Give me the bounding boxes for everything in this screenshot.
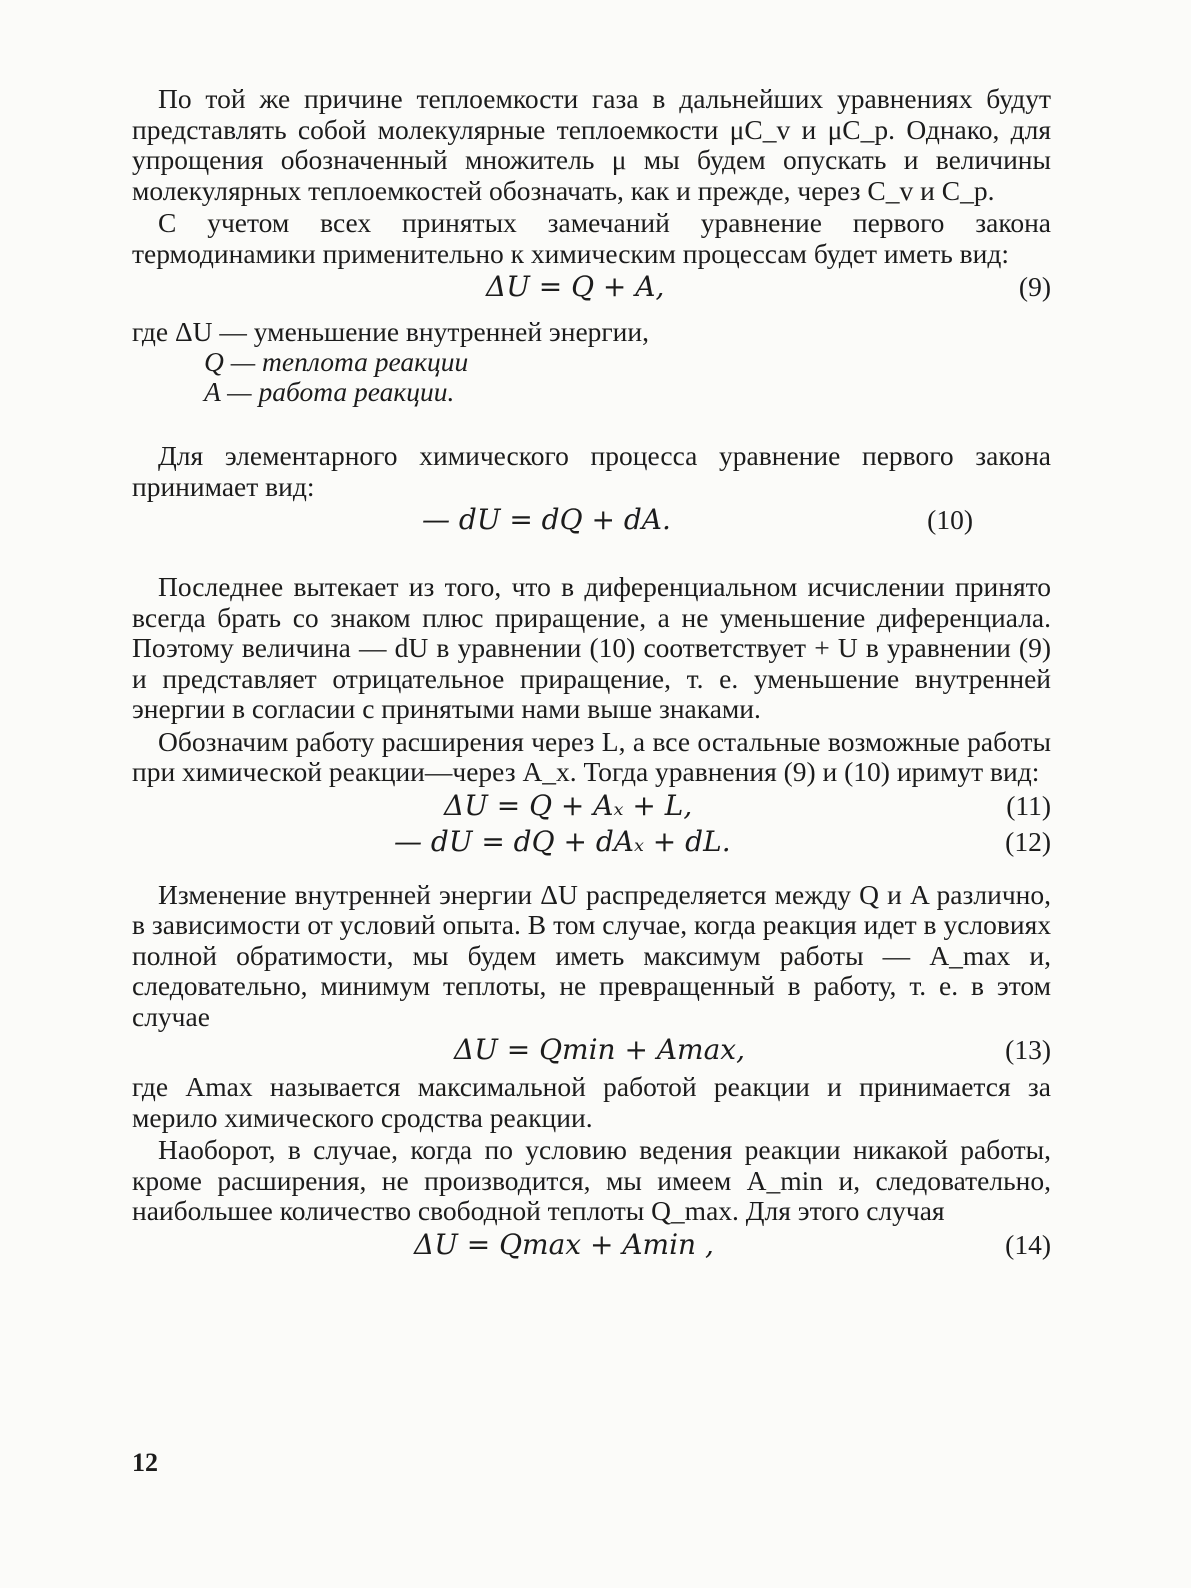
paragraph-differential-sign: Последнее вытекает из того, что в диференциальном исчислении принято всегда брать со знаком плюс приращение, а не уменьшение диференциала. Поэтому величина — dU в уравнении (10) соответствует + U в уравнении (9) и представляет отрицательное приращение, т. е. уменьшение внутренней энергии в согласии с принятыми нами выше знаками. [132, 571, 1051, 724]
equation-number-9: (9) [1018, 271, 1051, 302]
equation-number-11: (11) [1006, 789, 1051, 821]
definition-delta-u: где ΔU — уменьшение внутренней энергии, [132, 316, 649, 347]
equation-row-11 [132, 788, 1051, 824]
equation-row-14 [132, 1227, 1051, 1263]
page-number: 12 [132, 1448, 158, 1477]
spacer [132, 407, 1051, 441]
spacer [132, 538, 1051, 572]
equation-10: — dU = dQ + dA. [422, 503, 671, 536]
paragraph-first-law-intro: С учетом всех принятых замечаний уравнение первого закона термодинамики применительно к химическим процессам будет иметь вид: [132, 207, 1051, 269]
paragraph-expansion-work: Обозначим работу расширения через L, а все остальные возможные работы при химической реакции—через A_x. Тогда уравнения (9) и (10) иримут вид: [132, 725, 1051, 787]
equation-number-13: (13) [1005, 1034, 1051, 1065]
equation-number-10: (10) [927, 504, 973, 535]
definition-a: A — работа реакции. [204, 376, 455, 407]
equation-row-10 [132, 502, 1051, 538]
equation-row-13 [132, 1032, 1051, 1068]
equation-row-12 [132, 824, 1051, 860]
equation-9: ΔU = Q + A, [486, 270, 665, 303]
equation-number-12: (12) [1005, 825, 1051, 857]
equation-13: ΔU = Qmin + Amax, [454, 1033, 745, 1066]
paragraph-free-heat: Наоборот, в случае, когда по условию ведения реакции никакой работы, кроме расширения, не производится, мы имеем A_min и, следовательно, наибольшее количество свободной теплоты Q_max. Для этого случая [132, 1134, 1051, 1226]
equation-14: ΔU = Qmax + Amin , [414, 1227, 714, 1261]
definition-a-max: где Amax называется максимальной работой реакции и принимается за мерило химического сродства реакции. [132, 1071, 1051, 1133]
paragraph-elementary-process: Для элементарного химического процесса уравнение первого закона принимает вид: [132, 440, 1051, 502]
paragraph-energy-distribution: Изменение внутренней энергии ΔU распределяется между Q и A различно, в зависимости от условий опыта. В том случае, когда реакция идет в условиях полной обратимости, мы будем иметь максимум работы — A_max и, следовательно, минимум теплоты, не превращенный в работу, т. е. в этом случае [132, 878, 1051, 1032]
spacer [132, 860, 1051, 880]
definition-q: Q — теплота реакции [204, 346, 469, 377]
equation-11: ΔU = Q + Aₓ + L, [444, 788, 693, 822]
equation-row-9 [132, 269, 1051, 305]
paragraph-heat-capacity: По той же причине теплоемкости газа в дальнейших уравнениях будут представлять собой молекулярные теплоемкости μC_v и μC_p. Однако, для упрощения обозначенный множитель μ мы будем опускать и величины молекулярных теплоемкостей обозначать, как и прежде, через C_v и C_p. [132, 83, 1051, 206]
equation-number-14: (14) [1005, 1228, 1051, 1260]
equation-12: — dU = dQ + dAₓ + dL. [394, 824, 731, 858]
definitions-block [132, 317, 1051, 407]
